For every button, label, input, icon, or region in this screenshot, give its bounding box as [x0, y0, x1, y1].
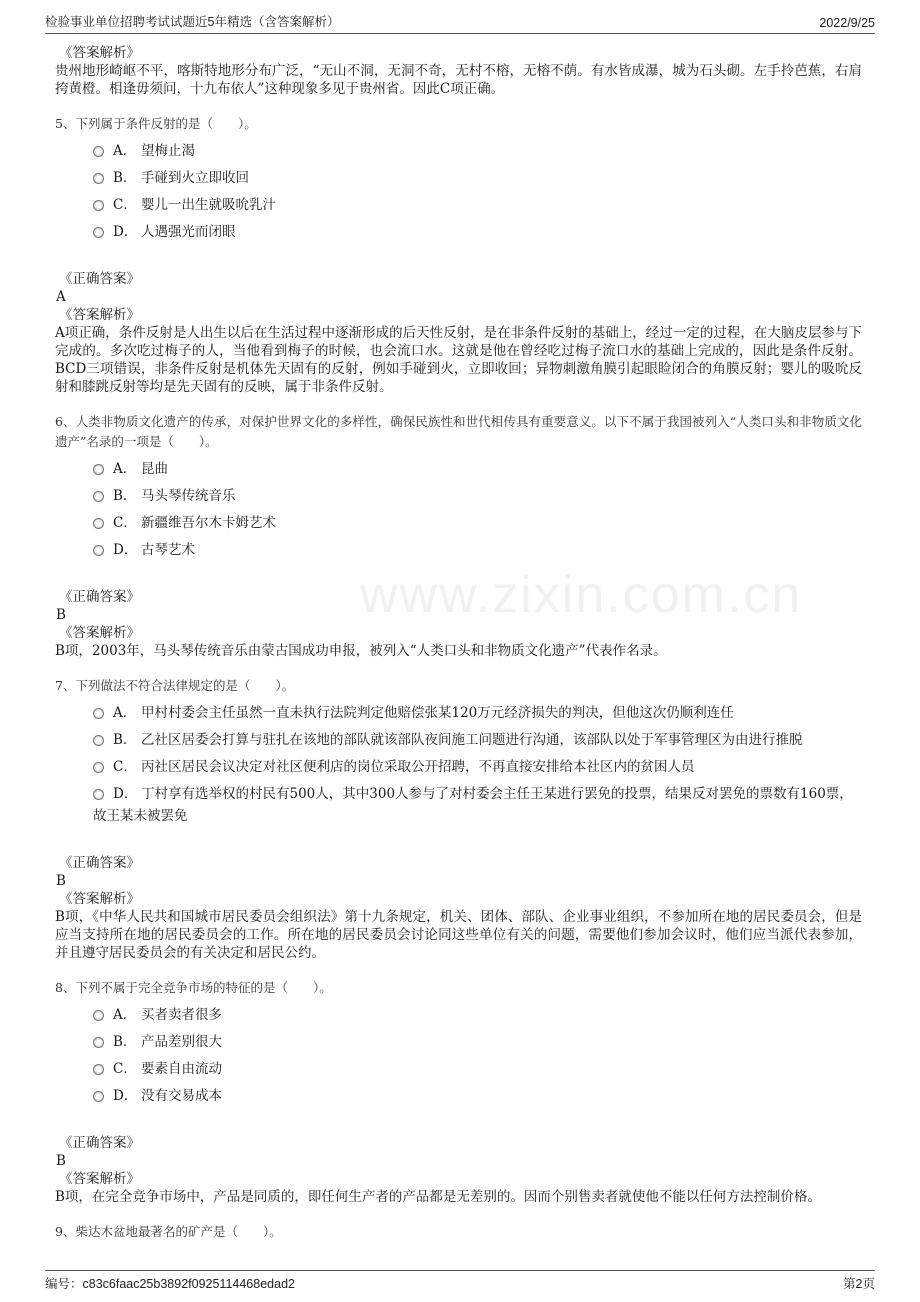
question-stem: 8、下列不属于完全竞争市场的特征的是（ ）。 — [55, 980, 332, 995]
document-title: 检验事业单位招聘考试试题近5年精选（含答案解析） — [45, 15, 340, 29]
analysis-label: 《答案解析》 — [59, 625, 140, 641]
option-b[interactable]: B． 乙社区居委会打算与驻扎在该地的部队就该部队夜间施工问题进行沟通，该部队以处于军事管理区为由进行推脱 — [55, 729, 862, 751]
option-d[interactable]: D． 没有交易成本 — [55, 1085, 862, 1107]
analysis-label: 《答案解析》 — [59, 891, 140, 907]
analysis-text: B项，在完全竞争市场中，产品是同质的，即任何生产者的产品都是无差别的。因而个别售卖者就使他不能以任何方法控制价格。 — [55, 1189, 821, 1205]
correct-answer-label: 《正确答案》 — [59, 1135, 140, 1151]
radio-icon[interactable] — [93, 491, 104, 502]
radio-icon[interactable] — [93, 518, 104, 529]
correct-answer-label: 《正确答案》 — [59, 855, 140, 871]
radio-icon[interactable] — [93, 545, 104, 556]
page-number: 第2页 — [843, 1277, 875, 1291]
option-a[interactable]: A． 买者卖者很多 — [55, 1004, 862, 1026]
analysis-text: 贵州地形崎岖不平，喀斯特地形分布广泛，“无山不洞，无洞不奇，无村不榕，无榕不荫。有水皆成瀑，城为石头砌。左手拎芭蕉，右肩挎黄橙。相逢毋须问，十九布依人”这种现象多见于贵州省。因此C项正确。 — [55, 63, 862, 97]
document-serial: 编号：c83c6faac25b3892f0925114468edad2 — [45, 1277, 295, 1291]
radio-icon[interactable] — [93, 735, 104, 746]
option-a[interactable]: A． 昆曲 — [55, 458, 862, 480]
option-a[interactable]: A． 甲村村委会主任虽然一直未执行法院判定他赔偿张某120万元经济损失的判决，但他这次仍顺利连任 — [55, 702, 862, 724]
option-c[interactable]: C． 要素自由流动 — [55, 1058, 862, 1080]
analysis-text: B项，《中华人民共和国城市居民委员会组织法》第十九条规定，机关、团体、部队、企业事业组织，不参加所在地的居民委员会，但是应当支持所在地的居民委员会的工作。所在地的居民委员会讨论同这些单位有关的问题，需要他们参加会议时，他们应当派代表参加，并且遵守居民委员会的有关决定和居民公约。 — [55, 909, 862, 961]
radio-icon[interactable] — [93, 762, 104, 773]
document-content — [55, 44, 862, 1248]
option-d[interactable]: D． 丁村享有选举权的村民有500人，其中300人参与了对村委会主任王某进行罢免的投票，结果反对罢免的票数有160票，故王某未被罢免 — [93, 786, 853, 824]
correct-answer: A — [56, 289, 66, 305]
analysis-label: 《答案解析》 — [59, 307, 140, 323]
radio-icon[interactable] — [93, 227, 104, 238]
radio-icon[interactable] — [93, 708, 104, 719]
option-d[interactable]: D． 人遇强光而闭眼 — [55, 221, 862, 243]
correct-answer: B — [56, 873, 66, 889]
question-stem: 7、下列做法不符合法律规定的是（ ）。 — [55, 678, 295, 693]
radio-icon[interactable] — [93, 200, 104, 211]
radio-icon[interactable] — [93, 789, 104, 800]
correct-answer: B — [56, 607, 66, 623]
option-b[interactable]: B． 马头琴传统音乐 — [55, 485, 862, 507]
question-stem: 9、柴达木盆地最著名的矿产是（ ）。 — [55, 1224, 282, 1239]
analysis-text: B项，2003年，马头琴传统音乐由蒙古国成功申报，被列入“人类口头和非物质文化遗产”代表作名录。 — [55, 643, 667, 659]
option-c[interactable]: C． 新疆维吾尔木卡姆艺术 — [55, 512, 862, 534]
correct-answer: B — [56, 1153, 66, 1169]
radio-icon[interactable] — [93, 464, 104, 475]
watermark: www.zixin.com.cn — [360, 566, 803, 624]
radio-icon[interactable] — [93, 1091, 104, 1102]
option-d[interactable]: D． 古琴艺术 — [55, 539, 862, 561]
page-footer — [45, 1270, 875, 1296]
radio-icon[interactable] — [93, 1037, 104, 1048]
document-date: 2022/9/25 — [819, 16, 875, 30]
option-c[interactable]: C． 婴儿一出生就吸吮乳汁 — [55, 194, 862, 216]
radio-icon[interactable] — [93, 173, 104, 184]
correct-answer-label: 《正确答案》 — [59, 271, 140, 287]
option-a[interactable]: A． 望梅止渴 — [55, 140, 862, 162]
analysis-text: A项正确，条件反射是人出生以后在生活过程中逐渐形成的后天性反射，是在非条件反射的基础上，经过一定的过程，在大脑皮层参与下完成的。多次吃过梅子的人，当他看到梅子的时候，也会流口水。这就是他在曾经吃过梅子流口水的基础上完成的，因此是条件反射。BCD三项错误，非条件反射是机体先天固有的反射，例如手碰到火，立即收回；异物刺激角膜引起眼睑闭合的角膜反射；婴儿的吸吮反射和膝跳反射等均是先天固有的反映，属于非条件反射。 — [55, 325, 862, 395]
page-header — [45, 8, 875, 34]
radio-icon[interactable] — [93, 1064, 104, 1075]
question-stem: 6、人类非物质文化遗产的传承，对保护世界文化的多样性，确保民族性和世代相传具有重要意义。以下不属于我国被列入“人类口头和非物质文化遗产”名录的一项是（ ）。 — [55, 414, 862, 449]
radio-icon[interactable] — [93, 146, 104, 157]
option-b[interactable]: B． 产品差别很大 — [55, 1031, 862, 1053]
option-c[interactable]: C． 丙社区居民会议决定对社区便利店的岗位采取公开招聘，不再直接安排给本社区内的贫困人员 — [55, 756, 862, 778]
analysis-label: 《答案解析》 — [59, 45, 140, 61]
correct-answer-label: 《正确答案》 — [59, 589, 140, 605]
radio-icon[interactable] — [93, 1010, 104, 1021]
question-stem: 5、下列属于条件反射的是（ ）。 — [55, 116, 257, 131]
option-b[interactable]: B． 手碰到火立即收回 — [55, 167, 862, 189]
analysis-label: 《答案解析》 — [59, 1171, 140, 1187]
